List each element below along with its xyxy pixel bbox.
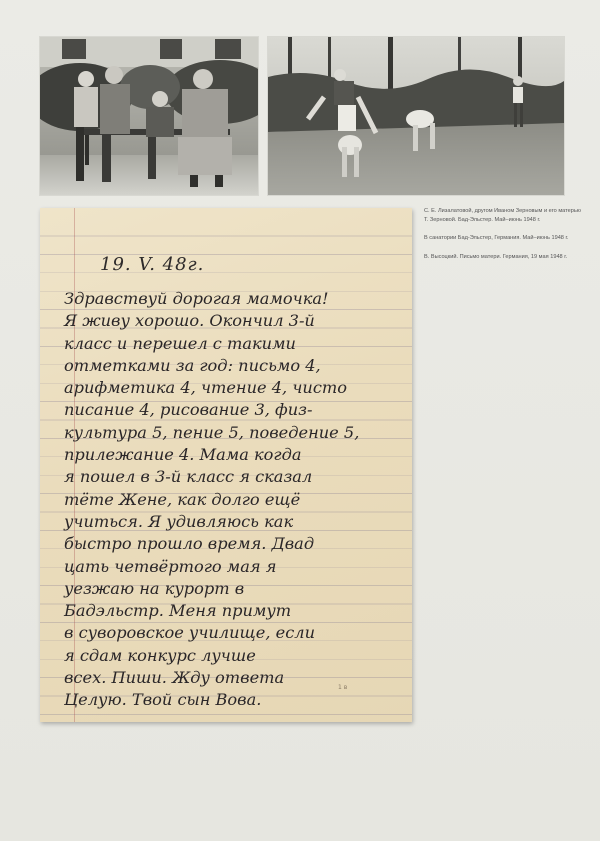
letter-body: Здравствуй дорогая мамочка! Я живу хорошо. Окончил 3-й класс и перешел с такими отметками за год: письмо 4, арифметика 4, чтение 4, чисто писание 4, рисование 3, физ- культура 5, пение 5, поведение 5, прилежание 4. Мама когда я пошел в 3-й класс я сказал тёте Жене, как долго ещё учиться. Я удивляюсь как быстро прошло время. Двад цать четвёртого мая я уезжаю на курорт в Бадэльстр. Меня примут в суворовское училище, если я сдам конкурс лучше всех. Пиши. Жду ответа Целую. Твой сын Вова. [64,289,360,710]
children-playing-photo [268,37,564,195]
letter-page-mark: 1 в [338,684,348,691]
letter-date: 19. V. 48г. [100,254,205,275]
caption-letter: В. Высоцкий. Письмо матери. Германия, 19 мая 1948 г. [424,253,568,260]
handwritten-letter [40,208,412,722]
caption-family-photo: С. Е. Лизалатовой, другом Иваном Зерновым и его матерью Т. Зерновой. Бад-Эльстер. Май–июнь 1948 г. [424,208,581,223]
family-photo-image [40,37,258,195]
children-playing-image [268,37,564,195]
photo-captions [424,207,584,271]
family-photo-bench [40,37,258,195]
caption-sanatorium-photo: В санатории Бад-Эльстер, Германия. Май–июнь 1948 г. [424,235,569,242]
